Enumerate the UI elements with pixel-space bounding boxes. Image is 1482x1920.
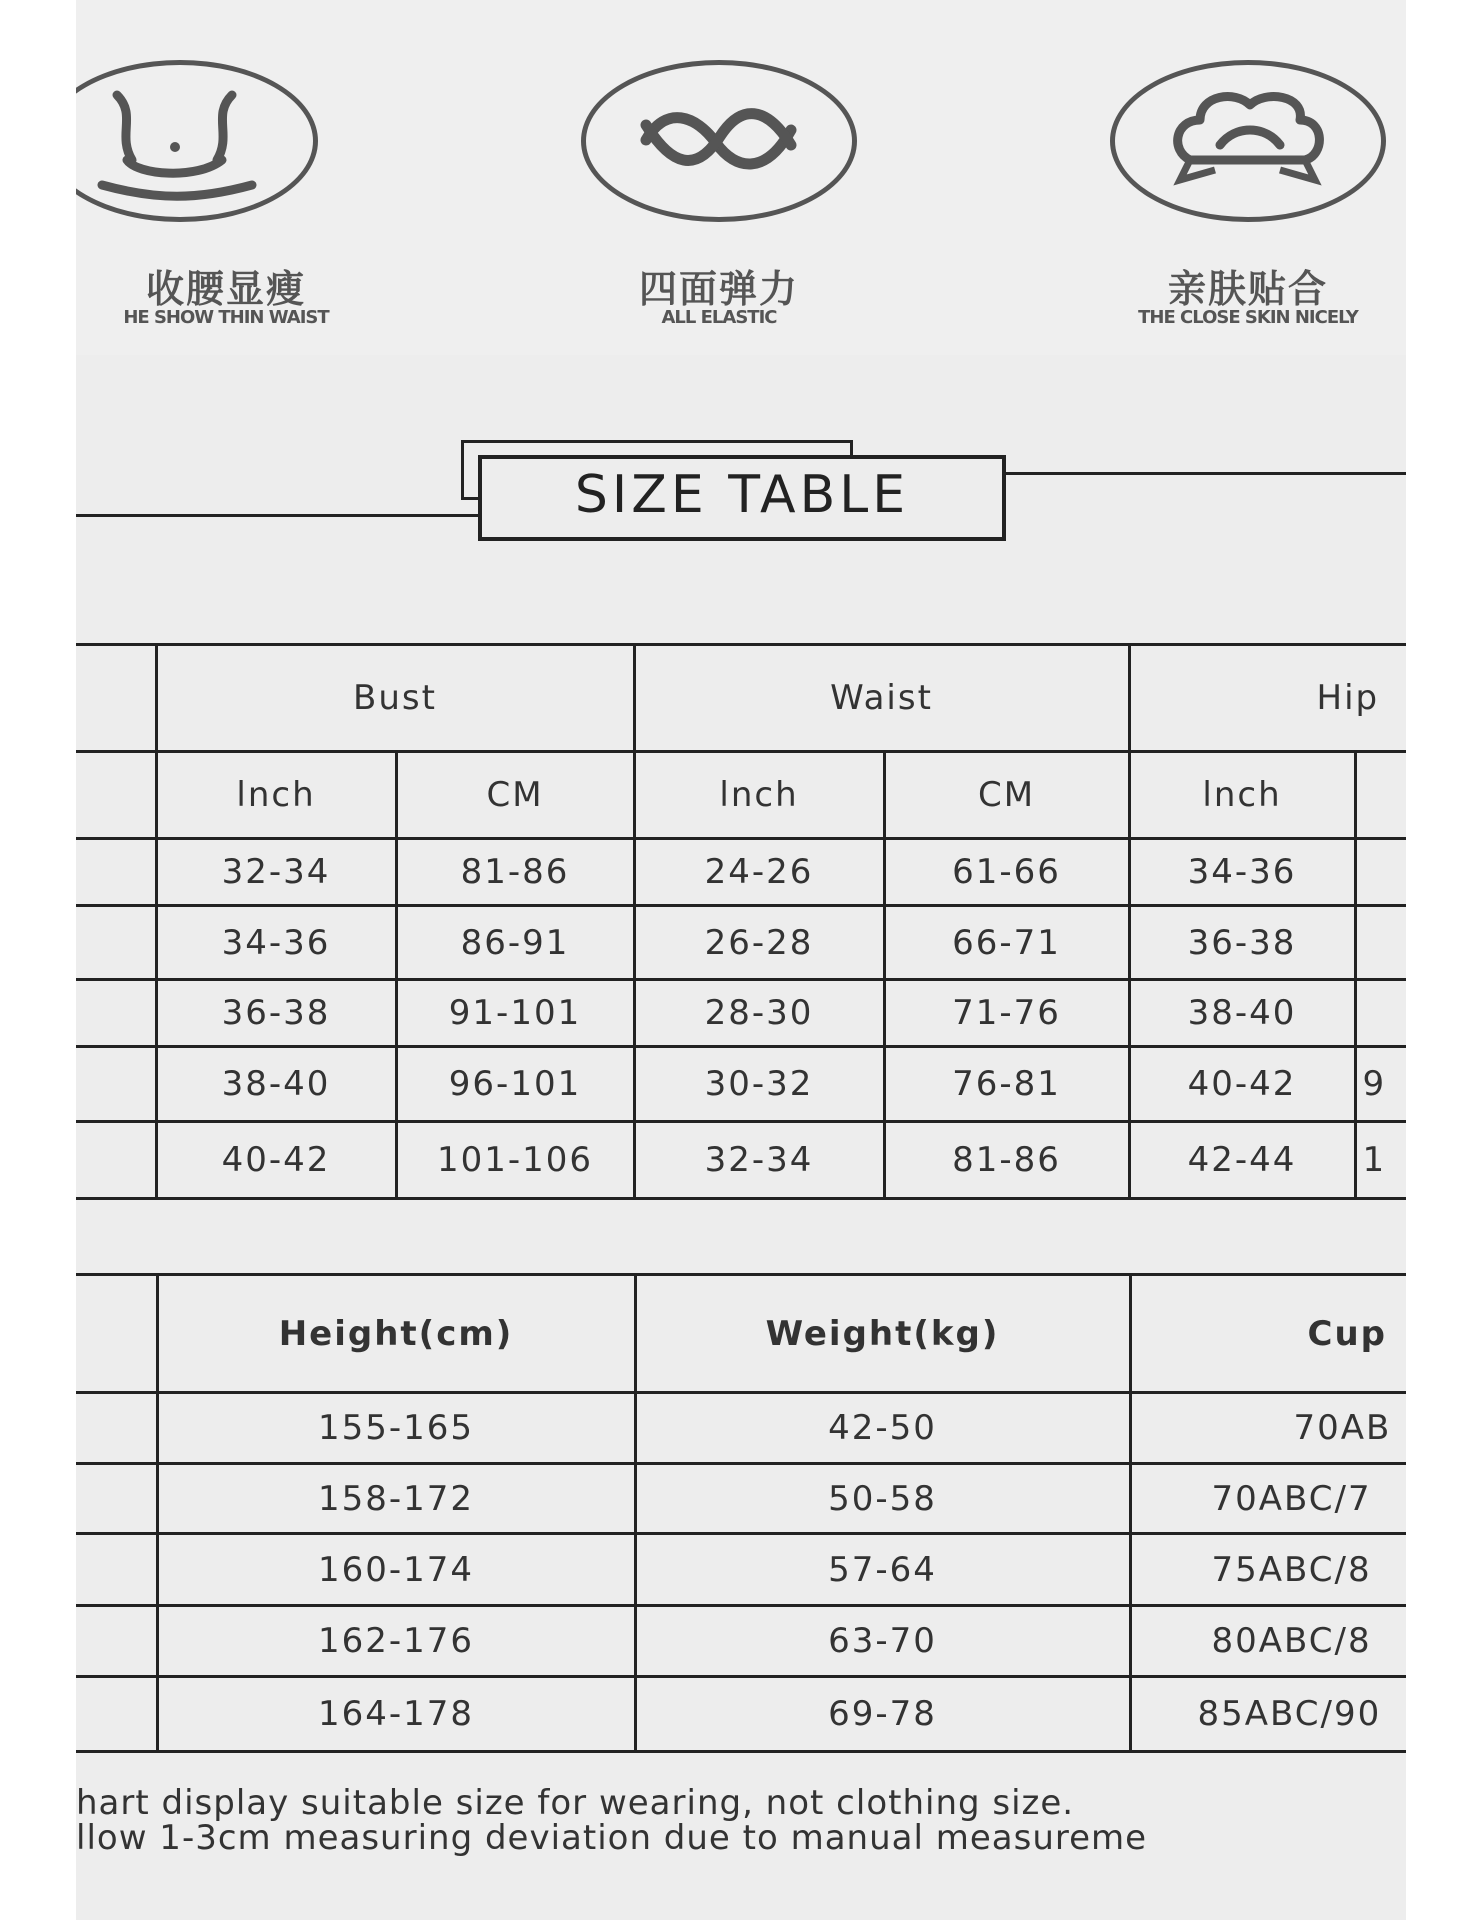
unit-header <box>1355 752 1406 839</box>
table-cell <box>76 980 156 1047</box>
feature-elastic <box>529 0 909 355</box>
unit-header: CM <box>396 752 634 839</box>
table-cell <box>76 1275 157 1393</box>
table-cell <box>76 1464 157 1534</box>
table-cell: 36-38 <box>156 980 396 1047</box>
table-cell: 40-42 <box>1129 1047 1355 1122</box>
table-cell <box>76 1534 157 1606</box>
table-cell: 71-76 <box>884 980 1129 1047</box>
table-cell <box>76 1606 157 1677</box>
table-cell <box>76 645 156 752</box>
table-cell: 70ABC/7 <box>1130 1464 1406 1534</box>
size-table-heading <box>76 430 1406 550</box>
unit-header: CM <box>884 752 1129 839</box>
feature-title-en: THE CLOSE SKIN NICELY <box>1138 307 1358 328</box>
table-cell: 32-34 <box>634 1122 884 1199</box>
table-cell: 50-58 <box>635 1464 1130 1534</box>
table-cell: 32-34 <box>156 839 396 906</box>
feature-title-en: HE SHOW THIN WAIST <box>123 307 329 328</box>
table-cell: 66-71 <box>884 906 1129 980</box>
column-header-waist: Waist <box>634 645 1129 752</box>
measurement-table <box>76 643 1406 1200</box>
height-weight-table <box>76 1273 1406 1753</box>
table-cell: 160-174 <box>157 1534 635 1606</box>
footnote-line: hart display suitable size for wearing, not clothing size. <box>76 1783 1075 1823</box>
unit-header: lnch <box>156 752 396 839</box>
table-cell: 75ABC/8 <box>1130 1534 1406 1606</box>
table-cell: 81-86 <box>396 839 634 906</box>
feature-thin-waist <box>76 0 416 355</box>
table-cell: 162-176 <box>157 1606 635 1677</box>
table-cell: 9 <box>1355 1047 1406 1122</box>
column-header-cup: Cup <box>1130 1275 1406 1393</box>
table-cell: 61-66 <box>884 839 1129 906</box>
table-cell: 96-101 <box>396 1047 634 1122</box>
divider <box>1006 472 1406 475</box>
table-cell: 158-172 <box>157 1464 635 1534</box>
table-cell: 34-36 <box>156 906 396 980</box>
table-cell <box>76 1393 157 1464</box>
elastic-wave-icon <box>581 60 857 222</box>
unit-header: lnch <box>1129 752 1355 839</box>
page-title: SIZE TABLE <box>574 465 910 525</box>
table-cell: 69-78 <box>635 1677 1130 1752</box>
table-cell <box>76 839 156 906</box>
column-header-hip: Hip <box>1129 645 1406 752</box>
feature-title-cn: 亲肤贴合 <box>1167 267 1328 311</box>
column-header-weight: Weight(kg) <box>635 1275 1130 1393</box>
table-cell: 40-42 <box>156 1122 396 1199</box>
features-band <box>76 0 1406 355</box>
column-header-height: Height(cm) <box>157 1275 635 1393</box>
feature-close-skin <box>1058 0 1406 355</box>
skin-cloud-icon <box>1110 60 1386 222</box>
table-cell <box>76 1677 157 1752</box>
table-cell: 38-40 <box>156 1047 396 1122</box>
table-cell: 81-86 <box>884 1122 1129 1199</box>
table-cell: 101-106 <box>396 1122 634 1199</box>
feature-title-cn: 四面弹力 <box>638 267 799 311</box>
table-cell: 80ABC/8 <box>1130 1606 1406 1677</box>
table-cell <box>76 752 156 839</box>
table-cell: 30-32 <box>634 1047 884 1122</box>
feature-title-en: ALL ELASTIC <box>661 307 777 328</box>
column-header-bust: Bust <box>156 645 634 752</box>
unit-header: lnch <box>634 752 884 839</box>
table-cell: 28-30 <box>634 980 884 1047</box>
table-cell: 34-36 <box>1129 839 1355 906</box>
feature-title-cn: 收腰显瘦 <box>145 267 306 311</box>
table-cell: 38-40 <box>1129 980 1355 1047</box>
table-cell: 57-64 <box>635 1534 1130 1606</box>
table-cell: 24-26 <box>634 839 884 906</box>
table-cell: 76-81 <box>884 1047 1129 1122</box>
table-cell: 70AB <box>1130 1393 1406 1464</box>
table-cell <box>1355 980 1406 1047</box>
table-cell: 63-70 <box>635 1606 1130 1677</box>
table-cell: 155-165 <box>157 1393 635 1464</box>
table-cell <box>76 1122 156 1199</box>
table-cell <box>1355 906 1406 980</box>
table-cell: 42-50 <box>635 1393 1130 1464</box>
table-cell: 36-38 <box>1129 906 1355 980</box>
table-cell: 85ABC/90 <box>1130 1677 1406 1752</box>
table-cell <box>76 906 156 980</box>
size-chart-panel <box>76 0 1406 1920</box>
table-cell <box>1355 839 1406 906</box>
footnote-line: llow 1-3cm measuring deviation due to manual measureme <box>76 1818 1148 1858</box>
table-cell: 164-178 <box>157 1677 635 1752</box>
table-cell <box>76 1047 156 1122</box>
table-cell: 42-44 <box>1129 1122 1355 1199</box>
table-cell: 1 <box>1355 1122 1406 1199</box>
table-cell: 91-101 <box>396 980 634 1047</box>
table-cell: 26-28 <box>634 906 884 980</box>
table-cell: 86-91 <box>396 906 634 980</box>
waist-icon <box>76 60 318 222</box>
